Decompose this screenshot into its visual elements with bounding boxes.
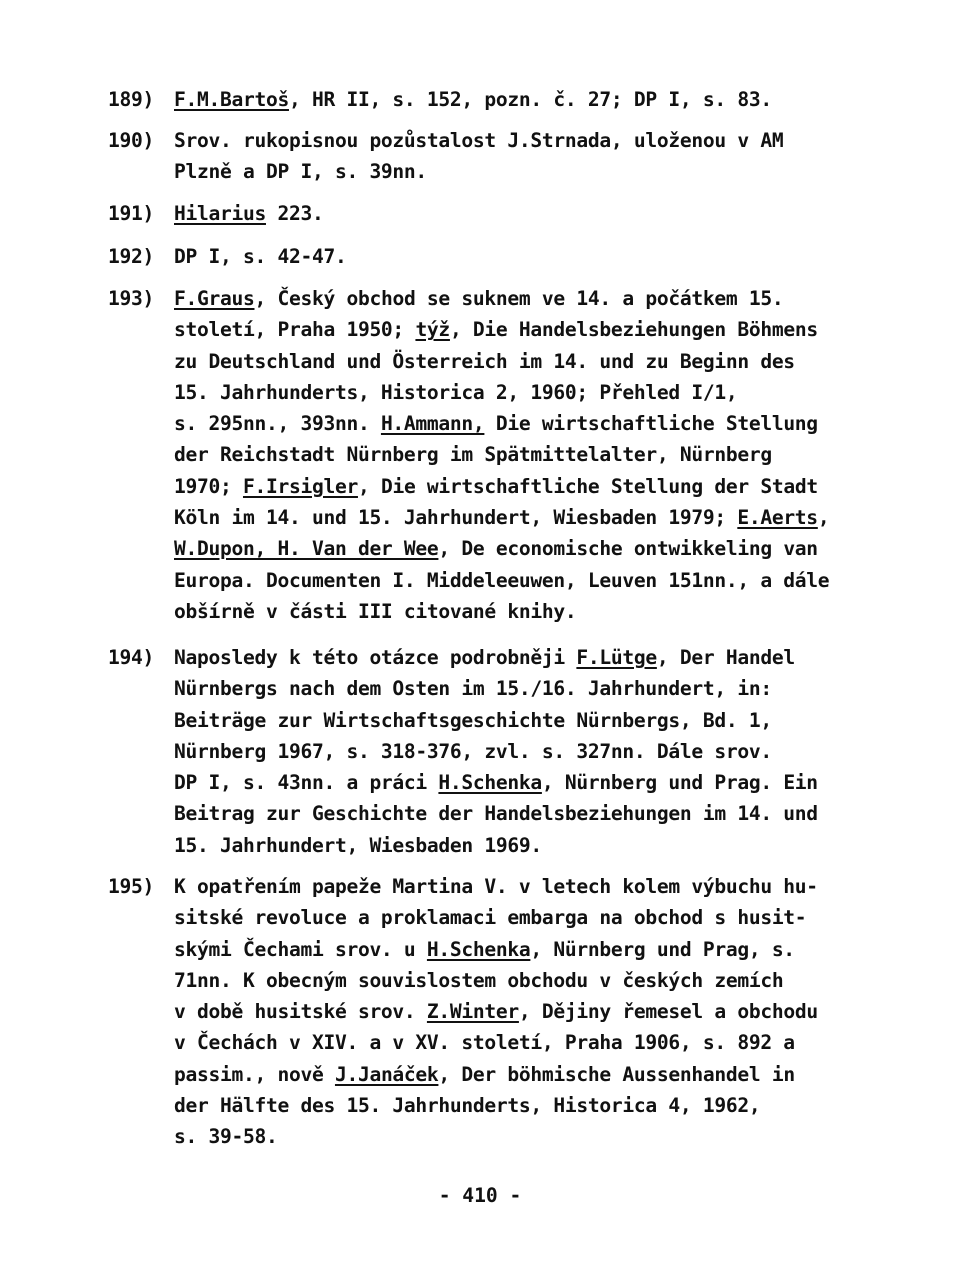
- text-run: Naposledy k této otázce podrobněji: [174, 646, 577, 669]
- text-line: [174, 596, 908, 627]
- footnote-text: [174, 241, 908, 272]
- text-run: Die wirtschaftliche Stellung: [484, 412, 818, 436]
- cited-author: H.Schenka: [438, 771, 542, 795]
- text-line: [174, 346, 908, 377]
- text-line: [174, 767, 908, 798]
- text-line: [174, 996, 908, 1027]
- text-line: [174, 902, 908, 933]
- footnote-number: 189): [108, 88, 154, 111]
- cited-author: E.Aerts: [737, 506, 818, 530]
- text-run: Köln im 14. und 15. Jahrhundert, Wiesbaden 1979;: [174, 506, 738, 530]
- cited-author: Hilarius: [174, 202, 266, 225]
- text-line: [174, 1059, 908, 1090]
- text-run: , Der Handel: [656, 646, 795, 669]
- text-line: [174, 1121, 908, 1152]
- text-line: [174, 965, 908, 996]
- text-run: , Český obchod se suknem ve 14. a počátkem 15.: [254, 287, 784, 310]
- text-line: [174, 283, 908, 314]
- text-line: [174, 673, 908, 704]
- cited-author: týž: [415, 318, 450, 342]
- text-run: der Reichstadt Nürnberg im Spätmittelalter, Nürnberg: [174, 443, 772, 467]
- text-run: , Der böhmische Aussenhandel in: [438, 1062, 795, 1086]
- footnote-text: [174, 125, 908, 188]
- footnote-text: [174, 283, 908, 627]
- text-line: [174, 156, 908, 187]
- text-run: Nürnberg 1967, s. 318-376, zvl. s. 327nn. Dále srov.: [174, 739, 772, 763]
- text-line: [174, 1090, 908, 1121]
- text-run: s. 39-58.: [174, 1125, 278, 1149]
- text-run: Beitrag zur Geschichte der Handelsbeziehungen im 14. und: [174, 802, 818, 826]
- text-run: sitské revoluce a proklamaci embarga na obchod s husit-: [174, 906, 807, 930]
- text-run: , Nürnberg und Prag. Ein: [541, 771, 818, 795]
- text-line: [174, 198, 908, 229]
- text-run: 15. Jahrhundert, Wiesbaden 1969.: [174, 833, 542, 857]
- text-run: , Nürnberg und Prag, s.: [530, 937, 795, 961]
- text-run: , De economische ontwikkeling van: [438, 537, 818, 561]
- text-run: DP I, s. 43nn. a práci: [174, 771, 439, 795]
- text-line: [174, 84, 908, 115]
- text-run: v době husitské srov.: [174, 1000, 427, 1024]
- text-run: der Hälfte des 15. Jahrhunderts, Historica 4, 1962,: [174, 1094, 761, 1118]
- text-line: [174, 798, 908, 829]
- footnote-text: [174, 642, 908, 861]
- cited-author: H.Schenka: [426, 937, 531, 961]
- footnote-number: 195): [108, 875, 154, 898]
- text-line: [174, 736, 908, 767]
- footnote-number: 191): [108, 202, 154, 225]
- text-line: [174, 830, 908, 861]
- text-run: obšírně v části III citované knihy.: [174, 599, 577, 623]
- text-run: 223.: [265, 202, 324, 225]
- text-run: , Die wirtschaftliche Stellung der Stadt: [357, 474, 818, 498]
- cited-author: F.Lütge: [576, 646, 657, 669]
- cited-author: F.Irsigler: [242, 474, 358, 498]
- footnote-number: 193): [108, 287, 154, 310]
- page-number: - 410 -: [438, 1184, 522, 1207]
- text-line: [174, 1027, 908, 1058]
- text-line: [174, 125, 908, 156]
- text-run: Nürnbergs nach dem Osten im 15./16. Jahrhundert, in:: [174, 677, 772, 701]
- text-run: 71nn. K obecným souvislostem obchodu v českých zemích: [174, 968, 784, 992]
- text-line: [174, 934, 908, 965]
- text-run: ,: [817, 506, 830, 530]
- text-line: [174, 439, 908, 470]
- text-run: v Čechách v XIV. a v XV. století, Praha 1906, s. 892 a: [174, 1031, 795, 1055]
- text-run: Plzně a DP I, s. 39nn.: [174, 160, 427, 184]
- text-run: Beiträge zur Wirtschaftsgeschichte Nürnbergs, Bd. 1,: [174, 708, 772, 732]
- text-run: zu Deutschland und Österreich im 14. und zu Beginn des: [174, 349, 795, 373]
- text-run: 1970;: [174, 474, 243, 498]
- text-line: [174, 871, 908, 902]
- text-line: [174, 408, 908, 439]
- cited-author: F.Graus: [174, 287, 255, 310]
- text-run: Srov. rukopisnou pozůstalost J.Strnada, uloženou v AM: [174, 129, 784, 152]
- text-run: století, Praha 1950;: [174, 318, 416, 342]
- text-line: [174, 502, 908, 533]
- cited-author: F.M.Bartoš: [174, 88, 289, 111]
- text-line: [174, 241, 908, 272]
- text-line: [174, 642, 908, 673]
- footnote-text: [174, 84, 908, 115]
- text-run: Europa. Documenten I. Middeleeuwen, Leuven 151nn., a dále: [174, 568, 830, 592]
- cited-author: Z.Winter: [426, 1000, 519, 1024]
- text-line: [174, 377, 908, 408]
- text-line: [174, 705, 908, 736]
- cited-author: W.Dupon, H. Van der Wee: [174, 537, 439, 561]
- text-run: , Dějiny řemesel a obchodu: [518, 1000, 818, 1024]
- cited-author: J.Janáček: [334, 1062, 439, 1086]
- text-line: [174, 533, 908, 564]
- footnote-number: 194): [108, 646, 154, 669]
- cited-author: H.Ammann,: [380, 412, 485, 436]
- text-run: skými Čechami srov. u: [174, 937, 427, 961]
- text-run: , Die Handelsbeziehungen Böhmens: [449, 318, 818, 342]
- footnote-text: [174, 871, 908, 1153]
- text-run: passim., nově: [174, 1062, 335, 1086]
- text-run: s. 295nn., 393nn.: [174, 412, 381, 436]
- footnote-number: 192): [108, 245, 154, 268]
- text-run: 15. Jahrhunderts, Historica 2, 1960; Přehled I/1,: [174, 380, 738, 404]
- text-line: [174, 565, 908, 596]
- text-run: DP I, s. 42-47.: [174, 245, 347, 268]
- text-run: , HR II, s. 152, pozn. č. 27; DP I, s. 83.: [288, 88, 772, 111]
- text-line: [174, 471, 908, 502]
- footnote-number: 190): [108, 129, 154, 152]
- text-run: K opatřením papeže Martina V. v letech kolem výbuchu hu-: [174, 875, 818, 898]
- text-line: [174, 314, 908, 345]
- footnote-text: [174, 198, 908, 229]
